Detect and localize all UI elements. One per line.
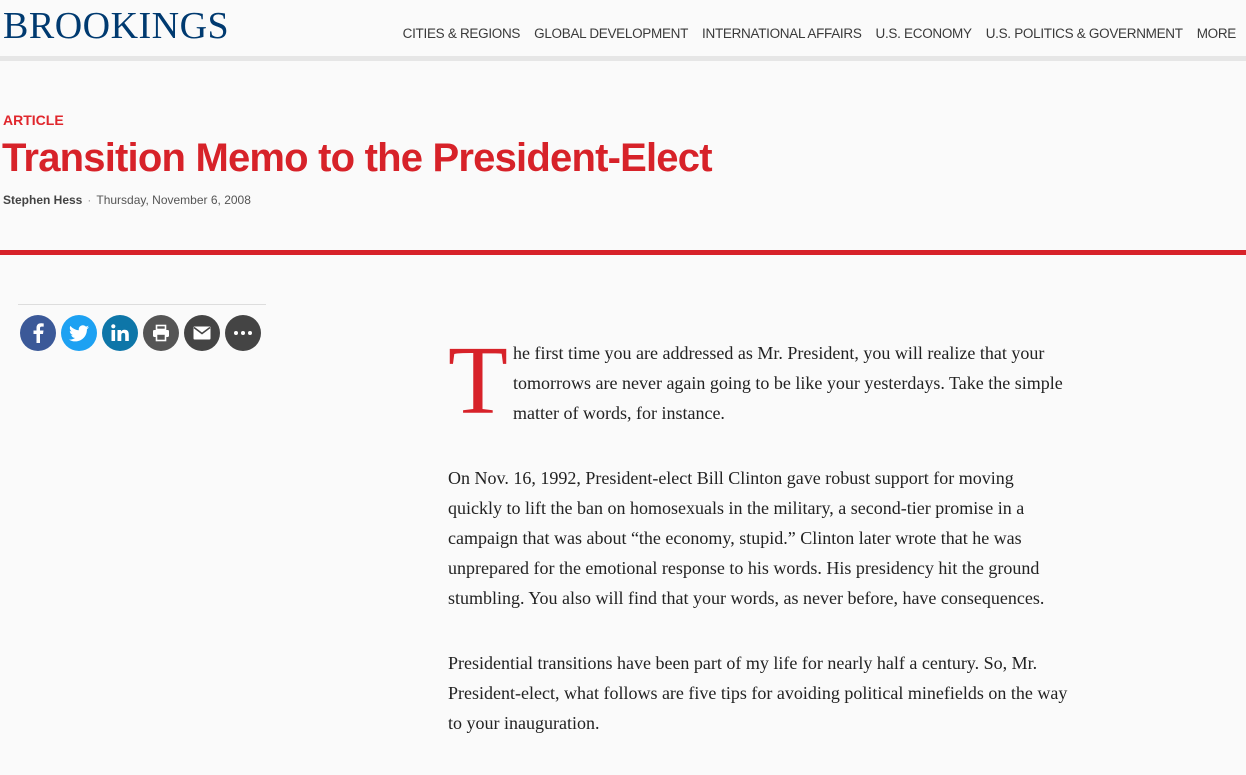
drop-cap: T	[448, 327, 508, 435]
nav-global-development[interactable]: GLOBAL DEVELOPMENT	[534, 26, 689, 41]
nav-us-politics-government[interactable]: U.S. POLITICS & GOVERNMENT	[985, 26, 1183, 41]
article-body	[448, 327, 1068, 773]
article-paragraph: On Nov. 16, 1992, President-elect Bill Clinton gave robust support for moving quickly to lift the ban on homosexuals in the military, a second-tier promise in a campaign that was about “the economy, stupid.” Clinton later wrote that he was unprepared for the emotional response to his words. His presidency hit the ground stumbling. You also will find that your words, as never before, have consequences.	[448, 468, 1045, 608]
byline-separator: ·	[87, 193, 92, 207]
article-title: Transition Memo to the President-Elect	[2, 136, 712, 180]
linkedin-icon	[110, 323, 130, 343]
share-facebook-button[interactable]	[20, 315, 56, 351]
site-header	[0, 0, 1246, 56]
article-paragraph	[448, 327, 1068, 435]
email-icon	[193, 326, 211, 340]
nav-cities-regions[interactable]: CITIES & REGIONS	[402, 26, 521, 41]
twitter-icon	[69, 325, 89, 342]
print-icon	[152, 324, 170, 342]
more-icon	[234, 331, 252, 335]
share-twitter-button[interactable]	[61, 315, 97, 351]
facebook-icon	[31, 323, 45, 343]
more-share-button[interactable]	[225, 315, 261, 351]
paragraph-text: he first time you are addressed as Mr. President, you will realize that your tomorrows are never again going to be like your yesterdays. Take the simple matter of words, for instance.	[513, 343, 1063, 423]
header-divider	[0, 56, 1246, 61]
nav-more[interactable]: MORE	[1196, 26, 1236, 41]
share-email-button[interactable]	[184, 315, 220, 351]
share-divider	[18, 304, 266, 305]
article-paragraph: Presidential transitions have been part of my life for nearly half a century. So, Mr. President-elect, what follows are five tips for avoiding political minefields on the way to your inauguration.	[448, 653, 1068, 733]
print-button[interactable]	[143, 315, 179, 351]
byline	[3, 193, 251, 207]
main-nav	[389, 26, 1236, 41]
share-bar	[20, 315, 261, 351]
content-type-label[interactable]: ARTICLE	[3, 112, 64, 128]
nav-us-economy[interactable]: U.S. ECONOMY	[875, 26, 972, 41]
author-link[interactable]: Stephen Hess	[3, 193, 83, 207]
brookings-logo[interactable]: BROOKINGS	[3, 5, 230, 47]
publish-date: Thursday, November 6, 2008	[96, 193, 251, 207]
nav-international-affairs[interactable]: INTERNATIONAL AFFAIRS	[702, 26, 862, 41]
share-linkedin-button[interactable]	[102, 315, 138, 351]
title-divider	[0, 250, 1246, 255]
